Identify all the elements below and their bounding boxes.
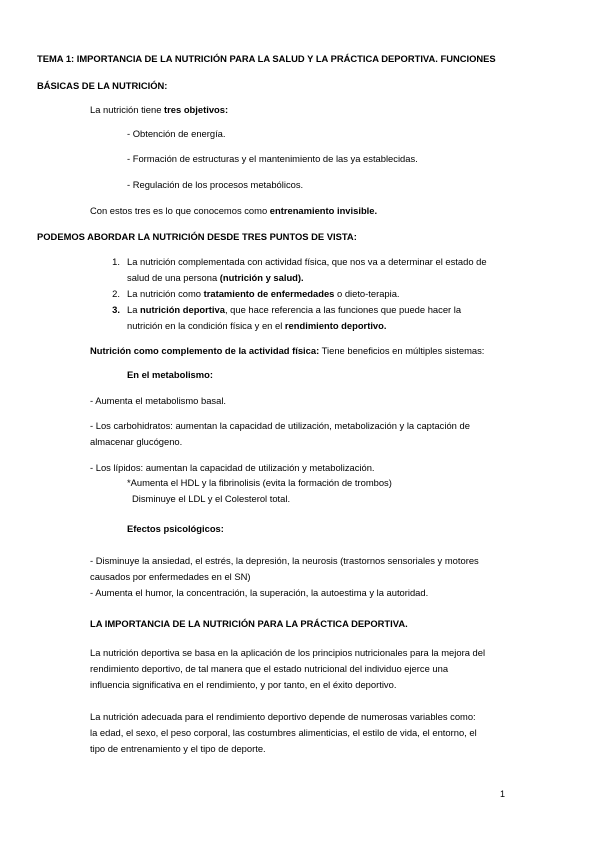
psych-line-3: - Aumenta el humor, la concentración, la superación, la autoestima y la autoridad. — [90, 587, 429, 598]
view-1-line-1: La nutrición complementada con actividad física, que nos va a determinar el estado de — [127, 256, 487, 267]
objectives-intro — [90, 104, 228, 116]
view-1-bold: (nutrición y salud). — [219, 272, 304, 283]
lipids-line-1: - Los lípidos: aumentan la capacidad de utilización y metabolización. — [90, 462, 375, 473]
view-1-text: salud de una persona — [127, 272, 220, 283]
carbs-line-2: almacenar glucógeno. — [90, 436, 183, 447]
sport-para-1-line: influencia significativa en el rendimiento, y por tanto, en el éxito deportivo. — [90, 679, 397, 690]
list-number: 1. — [112, 256, 120, 267]
view-2-bold: tratamiento de enfermedades — [203, 288, 335, 299]
metabolism-basal: - Aumenta el metabolismo basal. — [90, 395, 227, 406]
view-2-text: La nutrición como — [127, 288, 204, 299]
sport-heading: LA IMPORTANCIA DE LA NUTRICIÓN PARA LA PRÁCTICA DEPORTIVA. — [90, 618, 408, 629]
title-line-1: TEMA 1: IMPORTANCIA DE LA NUTRICIÓN PARA LA SALUD Y LA PRÁCTICA DEPORTIVA. FUNCIONES — [37, 53, 496, 64]
page-number: 1 — [500, 789, 506, 799]
complement-bold: Nutrición como complemento de la actividad física: — [90, 345, 320, 356]
invisible-bold: entrenamiento invisible. — [269, 205, 378, 216]
view-3-line-2 — [127, 320, 386, 332]
list-number: 2. — [112, 288, 120, 299]
view-3-text-end: , que hace referencia a las funciones que puede hacer la — [224, 304, 462, 315]
view-2-line — [127, 288, 400, 300]
objective-item: - Regulación de los procesos metabólicos. — [127, 179, 304, 190]
sport-para-1-line: La nutrición deportiva se basa en la aplicación de los principios nutricionales para la mejora del — [90, 647, 486, 658]
invisible-training-line — [90, 205, 377, 217]
view-3-line-1 — [127, 304, 461, 316]
view-2-text-end: o dieto-terapia. — [334, 288, 400, 299]
sport-para-1-line: rendimiento deportivo, de tal manera que el estado nutricional del individuo ejerce una — [90, 663, 449, 674]
sport-para-2-line: La nutrición adecuada para el rendimiento deportivo depende de numerosas variables como: — [90, 711, 476, 722]
objectives-intro-text: La nutrición tiene — [90, 104, 165, 115]
lipids-line-2: *Aumenta el HDL y la fibrinolisis (evita la formación de trombos) — [127, 477, 392, 488]
view-3-text: La — [127, 304, 141, 315]
objective-item: - Formación de estructuras y el mantenimiento de las ya establecidas. — [127, 153, 418, 164]
view-1-line-2 — [127, 272, 304, 284]
psych-heading: Efectos psicológicos: — [127, 523, 224, 534]
metabolism-heading: En el metabolismo: — [127, 369, 213, 380]
three-views-heading: PODEMOS ABORDAR LA NUTRICIÓN DESDE TRES PUNTOS DE VISTA: — [37, 231, 357, 242]
sport-para-2-line: la edad, el sexo, el peso corporal, las costumbres alimenticias, el estilo de vida, el entorno, el — [90, 727, 477, 738]
list-number: 3. — [112, 304, 120, 315]
objectives-intro-bold: tres objetivos: — [164, 104, 229, 115]
lipids-line-3: Disminuye el LDL y el Colesterol total. — [132, 493, 291, 504]
sport-para-2-line: tipo de entrenamiento y el tipo de deporte. — [90, 743, 266, 754]
psych-line-1: - Disminuye la ansiedad, el estrés, la depresión, la neurosis (trastornos sensoriales y motores — [90, 555, 479, 566]
view-3-bold-2: rendimiento deportivo. — [284, 320, 387, 331]
complement-line — [90, 345, 484, 357]
psych-line-2: causados por enfermedades en el SN) — [90, 571, 251, 582]
complement-text: Tiene beneficios en múltiples sistemas: — [319, 345, 485, 356]
view-3-text-2: nutrición en la condición física y en el — [127, 320, 285, 331]
view-3-bold: nutrición deportiva — [140, 304, 225, 315]
invisible-text: Con estos tres es lo que conocemos como — [90, 205, 270, 216]
carbs-line-1: - Los carbohidratos: aumentan la capacidad de utilización, metabolización y la captación de — [90, 420, 470, 431]
title-line-2: BÁSICAS DE LA NUTRICIÓN: — [37, 80, 168, 91]
objective-item: - Obtención de energía. — [127, 128, 226, 139]
